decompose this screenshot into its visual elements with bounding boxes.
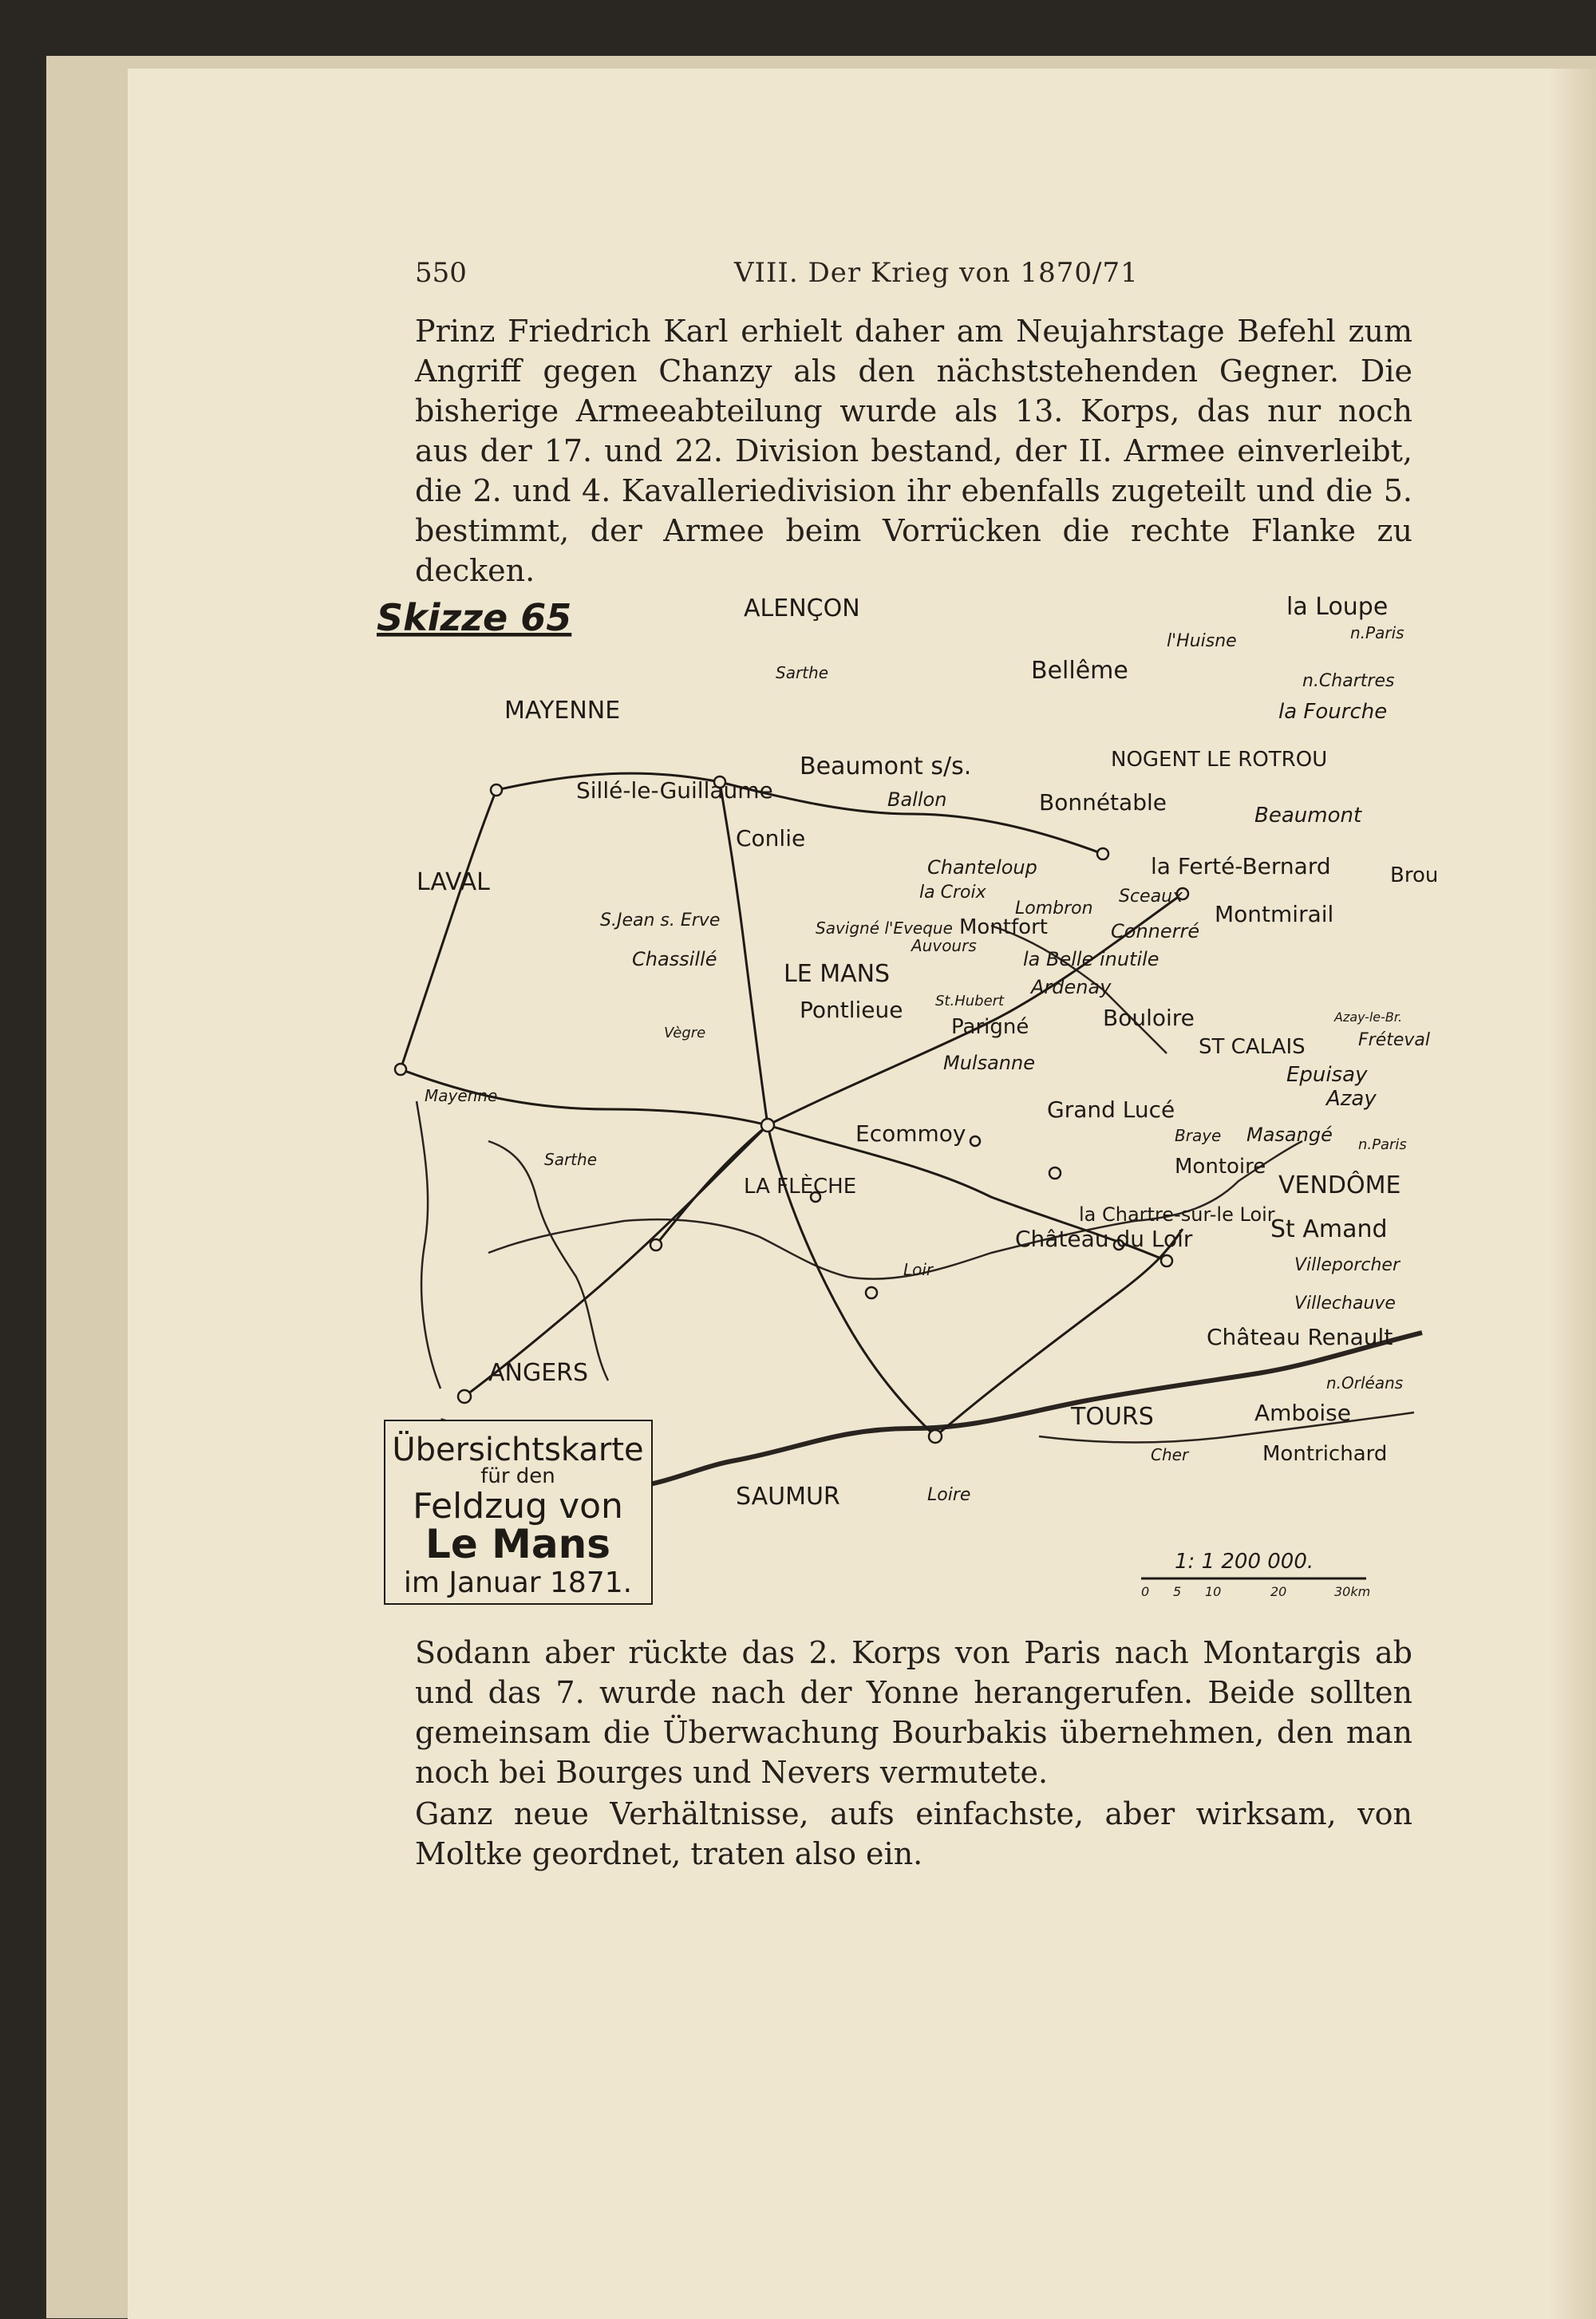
label-n-paris-1: n.Paris xyxy=(1350,623,1404,642)
label-parigne: Parigné xyxy=(951,1015,1029,1039)
label-alencon: ALENÇON xyxy=(744,595,860,622)
label-huisne: l'Huisne xyxy=(1167,631,1237,651)
marker-la-fleche xyxy=(650,1239,662,1250)
label-n-chartres: n.Chartres xyxy=(1302,671,1395,691)
label-vegre: Vègre xyxy=(664,1025,706,1041)
scale-tick-1: 5 xyxy=(1173,1584,1182,1599)
label-bonnetable: Bonnétable xyxy=(1039,789,1167,816)
label-ecommoy: Ecommoy xyxy=(855,1120,966,1147)
legend-line-5: im Januar 1871. xyxy=(403,1566,633,1599)
label-sceaux: Sceaux xyxy=(1119,887,1183,907)
label-mayenne: MAYENNE xyxy=(504,697,621,725)
label-grand-luce: Grand Lucé xyxy=(1047,1096,1175,1123)
paragraph-1: Prinz Friedrich Karl erhielt daher am Neujahrstage Befehl zum Angriff gegen Chanzy als den nächststehenden Gegner. Die bisherige Armeeabteilung wurde als 13. Korps, das nur noch aus der 17. und 22. Division bestand, der II. Armee einverleibt, die 2. und 4. Kavalleriedivision ihr ebenfalls zugeteilt und die 5. bestimmt, der Armee beim Vorrücken die rechte Flanke zu decken. xyxy=(415,314,1412,588)
label-conlie: Conlie xyxy=(736,825,806,851)
label-ardenay: Ardenay xyxy=(1031,976,1112,998)
label-le-mans: LE MANS xyxy=(784,960,891,988)
label-nogent: NOGENT LE ROTROU xyxy=(1111,748,1328,772)
label-villechauve: Villechauve xyxy=(1294,1294,1396,1314)
label-st-hubert: St.Hubert xyxy=(935,993,1005,1009)
label-amboise: Amboise xyxy=(1254,1400,1351,1426)
label-montoire: Montoire xyxy=(1175,1155,1266,1179)
sketch-map xyxy=(369,591,1439,1604)
label-la-croix: la Croix xyxy=(919,883,986,903)
label-chanteloup: Chanteloup xyxy=(927,856,1037,879)
road-lemans-tours xyxy=(768,1125,935,1436)
label-montfort: Montfort xyxy=(959,915,1048,939)
label-angers: ANGERS xyxy=(488,1359,589,1387)
mayenne-river xyxy=(417,1101,440,1389)
road-laval-mayenne xyxy=(401,790,496,1069)
label-mayenne-river: Mayenne xyxy=(425,1086,498,1105)
scale-ratio: 1: 1 200 000. xyxy=(1175,1550,1314,1574)
label-braye: Braye xyxy=(1175,1126,1222,1145)
label-sarthe-2: Sarthe xyxy=(544,1150,597,1169)
marker-tours xyxy=(929,1430,942,1443)
legend-line-3: Feldzug von xyxy=(413,1486,623,1527)
marker-belleme xyxy=(1097,848,1108,859)
label-montmirail: Montmirail xyxy=(1215,901,1334,927)
label-chassille: Chassillé xyxy=(632,948,717,970)
label-la-fleche: LA FLÈCHE xyxy=(744,1175,857,1199)
label-la-chartre: la Chartre-sur-le Loir xyxy=(1079,1203,1275,1226)
label-azay-brz: Azay-le-Br. xyxy=(1334,1009,1403,1025)
marker-laval xyxy=(395,1064,406,1075)
legend-line-4: Le Mans xyxy=(425,1521,611,1567)
map-legend xyxy=(385,1420,652,1604)
label-azay: Azay xyxy=(1326,1087,1377,1111)
label-montrichard: Montrichard xyxy=(1262,1442,1388,1466)
label-s-jean: S.Jean s. Erve xyxy=(600,911,721,930)
label-belleme: Bellême xyxy=(1031,657,1128,685)
label-chateau-du-loir: Château du Loir xyxy=(1015,1226,1193,1252)
marker-bouloire xyxy=(970,1136,980,1146)
label-st-calais: ST CALAIS xyxy=(1199,1035,1306,1059)
scale-tick-0: 0 xyxy=(1141,1584,1150,1599)
page-header xyxy=(415,257,1412,297)
paragraph-3: Ganz neue Verhältnisse, aufs einfachste, aber wirksam, von Moltke geordnet, traten also ein. xyxy=(415,1796,1412,1871)
label-la-ferte: la Ferté-Bernard xyxy=(1151,853,1331,879)
label-epuisay: Epuisay xyxy=(1286,1063,1368,1087)
sketch-label: Skizze 65 xyxy=(377,596,572,639)
label-masange: Masangé xyxy=(1246,1124,1333,1146)
label-loire: Loire xyxy=(927,1485,971,1505)
marker-chateau-du-loir xyxy=(866,1287,877,1298)
label-n-orleans: n.Orléans xyxy=(1326,1373,1404,1393)
label-brou: Brou xyxy=(1390,863,1439,887)
label-connerre: Connerré xyxy=(1111,920,1200,942)
legend-line-1: Übersichtskarte xyxy=(392,1432,644,1468)
label-auvours: Auvours xyxy=(911,936,977,955)
label-beaumont-s: Beaumont s/s. xyxy=(800,753,972,780)
scale-bar xyxy=(1141,1550,1370,1599)
marker-le-mans xyxy=(761,1119,774,1132)
label-savigne: Savigné l'Eveque xyxy=(816,919,953,938)
scale-tick-3: 20 xyxy=(1270,1584,1287,1599)
legend-line-2: für den xyxy=(480,1464,555,1488)
label-loir: Loir xyxy=(903,1260,934,1279)
label-n-paris-2: n.Paris xyxy=(1358,1136,1407,1153)
marker-angers xyxy=(458,1390,471,1403)
label-st-amand: St Amand xyxy=(1270,1215,1388,1243)
label-beaumont: Beaumont xyxy=(1254,804,1362,828)
label-fretevai: Fréteval xyxy=(1358,1030,1431,1050)
marker-mayenne xyxy=(491,784,502,796)
label-villeporcher: Villeporcher xyxy=(1294,1255,1400,1275)
label-laval: LAVAL xyxy=(417,868,490,896)
label-belle-inutile: la Belle inutile xyxy=(1023,948,1159,970)
label-chateau-renault: Château Renault xyxy=(1207,1324,1393,1350)
label-lombron: Lombron xyxy=(1015,899,1093,919)
scale-tick-4: 30km xyxy=(1334,1584,1371,1599)
marker-st-calais xyxy=(1049,1167,1061,1179)
label-vendome: VENDÔME xyxy=(1278,1171,1401,1199)
scale-tick-2: 10 xyxy=(1205,1584,1222,1599)
paragraph-2: Sodann aber rückte das 2. Korps von Paris nach Montargis ab und das 7. wurde nach der Yonne herangerufen. Beide sollten gemeinsam die Überwachung Bourbakis übernehmen, den man noch bei Bourges und Nevers vermutete. xyxy=(415,1635,1412,1790)
label-saumur: SAUMUR xyxy=(736,1483,840,1511)
label-sille: Sillé-le-Guillaume xyxy=(576,777,773,804)
label-tours: TOURS xyxy=(1071,1403,1154,1431)
label-la-loupe: la Loupe xyxy=(1286,593,1389,621)
running-head: VIII. Der Krieg von 1870/71 xyxy=(734,257,1139,289)
page-gutter xyxy=(1548,69,1596,2319)
page-number: 550 xyxy=(415,257,467,289)
marker-vendome xyxy=(1161,1255,1172,1266)
label-la-fourche: la Fourche xyxy=(1278,700,1388,724)
label-sarthe-1: Sarthe xyxy=(776,663,828,682)
label-bouloire: Bouloire xyxy=(1103,1005,1195,1031)
label-ballon: Ballon xyxy=(887,788,947,811)
label-pontlieue: Pontlieue xyxy=(800,997,903,1023)
label-mulsanne: Mulsanne xyxy=(943,1052,1035,1074)
sarthe-river xyxy=(488,1141,608,1381)
label-cher: Cher xyxy=(1151,1445,1189,1464)
